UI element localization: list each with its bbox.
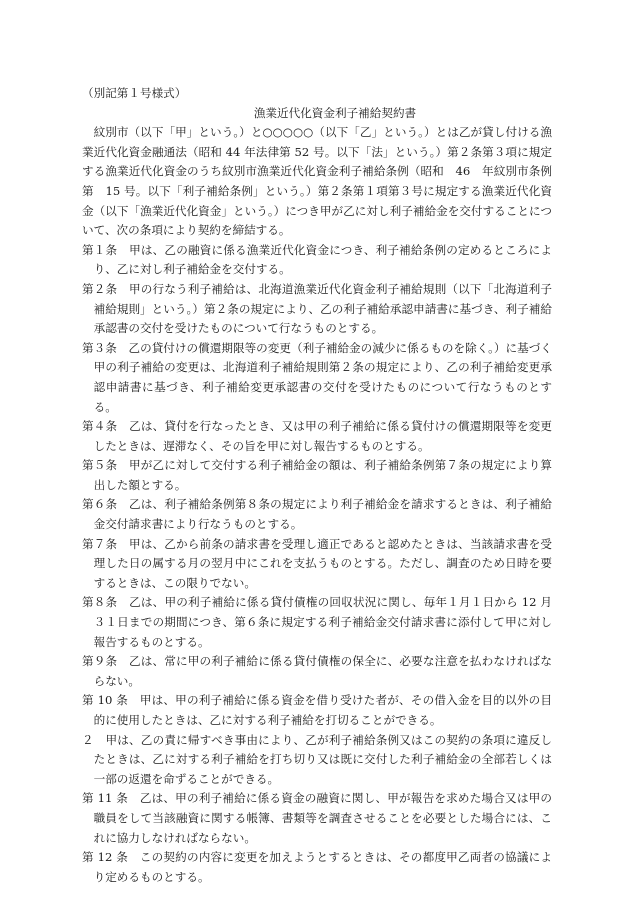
article-5 [82,456,552,495]
article-7 [82,535,552,594]
form-label: （別記第１号様式） [82,86,187,100]
article-3 [82,339,552,417]
article-text: 乙は、甲の利子補給に係る貸付債権の回収状況に関し、毎年１月１日から 12 月３１日までの期間につき、第６条に規定する利子補給金交付請求書に添付して甲に対し報告するものとする。 [93,595,552,649]
article-2 [82,280,552,339]
article-4 [82,417,552,456]
article-1 [82,241,552,280]
article-text: 乙は、利子補給条例第８条の規定により利子補給金を請求するときは、利子補給金交付請求書により行なうものとする。 [93,497,552,532]
article-10-paragraph-2 [82,731,552,790]
contract-document [82,84,552,887]
article-text: 甲は、乙から前条の請求書を受理し適正であると認めたときは、当該請求書を受理した日の属する月の翌月中にこれを支払うものとする。ただし、調査のため日時を要するときは、この限りでない。 [93,536,552,590]
article-10 [82,691,552,730]
article-number: 第９条 [82,654,118,669]
article-text: 乙は、貸付を行なったとき、又は甲の利子補給に係る貸付けの償還期限等を変更したときは、遅滞なく、その旨を甲に対し報告するものとする。 [93,419,552,453]
article-text: 甲が乙に対して交付する利子補給金の額は、利子補給条例第７条の規定により算出した額とする。 [93,458,552,492]
article-text: 乙は、常に甲の利子補給に係る貸付債権の保全に、必要な注意を払わなければならない。 [93,654,552,688]
preamble: 紋別市（以下「甲」という。）と○○○○○（以下「乙」という。）とは乙が貸し付ける漁業近代化資金融通法（昭和 44 年法律第 52 号。以下「法」という。）第２条第３項に規定する漁業近代化資金のうち紋別市漁業近代化資金利子補給条例（昭和 46 年紋別市条例第 15 号。以下「利子補給条例」という。）第２条第１項第３号に規定する漁業近代化資金（以下「漁業近代化資金」という。）につき甲が乙に対し利子補給金を交付することについて、次の条項により契約を締結する。 [82,125,552,238]
paragraph-text: 甲は、乙の責に帰すべき事由により、乙が利子補給条例又はこの契約の条項に違反したときは、乙に対する利子補給を打ち切り又は既に交付した利子補給金の全部若しくは一部の返還を命ずることができる。 [93,732,552,786]
article-8 [82,593,552,652]
document-title: 漁業近代化資金利子補給契約書 [253,105,417,120]
paragraph-number: ２ [82,732,94,747]
article-text: 甲は、乙の融資に係る漁業近代化資金につき、利子補給条例の定めるところにより、乙に対し利子補給金を交付する。 [93,242,552,277]
article-text: 乙の貸付けの償還期限等の変更（利子補給金の減少に係るものを除く。）に基づく甲の利子補給の変更は、北海道利子補給規則第２条の規定により、乙の利子補給変更承認申請書に基づき、利子補給変更承認書の交付を受けたものについて行なうものとする。 [93,340,552,414]
article-11 [82,789,552,848]
article-number: 第８条 [82,595,118,610]
article-number: 第６条 [82,497,118,512]
article-number: 第１条 [82,242,118,257]
article-12 [82,848,552,887]
article-number: 第２条 [82,281,118,296]
article-number: 第３条 [82,340,117,355]
article-9 [82,652,552,691]
article-text: 甲は、甲の利子補給に係る資金を借り受けた者が、その借入金を目的以外の目的に使用したときは、乙に対する利子補給を打切ることができる。 [93,693,552,727]
article-number: 第４条 [82,419,118,434]
article-number: 第７条 [82,536,118,551]
article-number: 第 10 条 [82,693,129,708]
article-6 [82,495,552,534]
article-number: 第 11 条 [82,791,129,806]
article-text: 乙は、甲の利子補給に係る資金の融資に関し、甲が報告を求めた場合又は甲の職員をして当該融資に関する帳簿、書類等を調査させることを必要とした場合には、これに協力しなければならない。 [93,791,552,845]
article-number: 第５条 [82,458,118,473]
article-text: 甲の行なう利子補給は、北海道漁業近代化資金利子補給規則（以下「北海道利子補給規則」という。）第２条の規定により、乙の利子補給承認申請書に基づき、利子補給承認書の交付を受けたものについて行なうものとする。 [93,281,552,336]
article-text: この契約の内容に変更を加えようとするときは、その都度甲乙両者の協議により定めるものとする。 [93,850,552,884]
article-number: 第 12 条 [82,850,129,865]
